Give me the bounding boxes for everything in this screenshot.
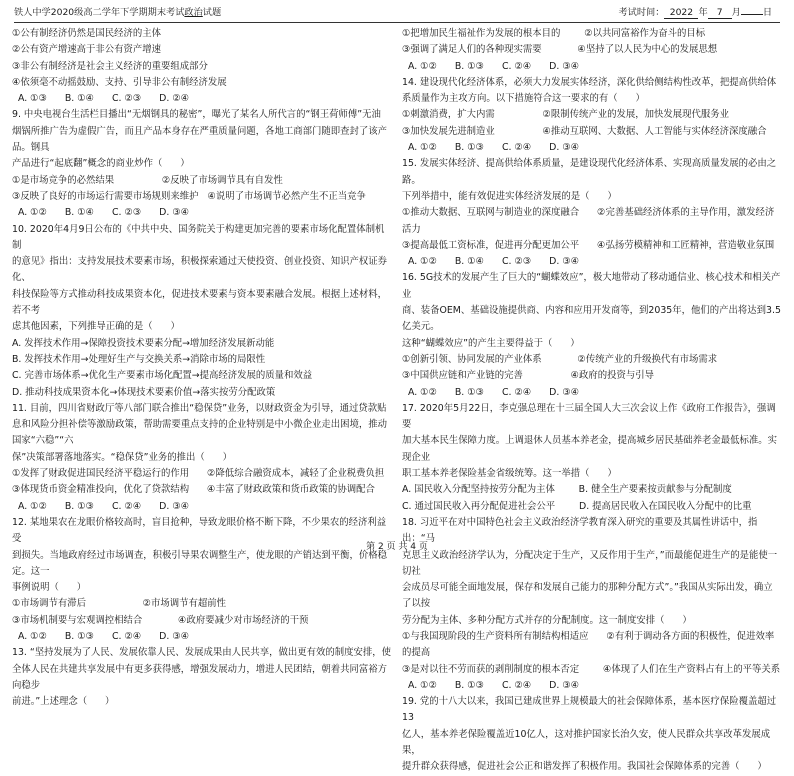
question-line: ③市场机制要与宏观调控相结合 ④政府要减少对市场经济的干预 [12, 614, 309, 626]
question-line: C. 完善市场体系→优化生产要素市场化配置→提高经济发展的质量和效益 [12, 370, 313, 382]
question-line: 烟锅所推广告为虚假广告，而且产品本身存在严重质量问题，各地工商部门随即查封了该产品。钢具 [12, 125, 388, 154]
question-line: 14. 建设现代化经济体系，必须大力发展实体经济，深化供给侧结构性改革，把提高供给体 [402, 76, 777, 88]
question-line: A. ①② B. ①③ C. ②④ D. ③④ [402, 386, 580, 398]
exam-year: 2022 [664, 7, 698, 19]
question-line: 9. 中央电视台生活栏目播出“无烟钢具的秘密”，曝光了某名人所代言的“钢王荷师傅”无油 [12, 109, 381, 121]
right-column [402, 26, 782, 773]
question-line: 17. 2020年5月22日，李克强总理在十三届全国人大三次会议上作《政府工作报告》，强调要 [402, 402, 776, 431]
question-line: 科技保险等方式推动科技成果资本化，促进技术要素与资本要素融合发展。根据上述材料，若不考 [12, 288, 388, 317]
question-line: 这种“蝴蝶效应”的产生主要得益于（ ） [402, 337, 580, 349]
question-line: 18. 习近平在对中国特色社会主义政治经济学教育深入研究的重要及其属性讲话中，指出：“马 [402, 516, 758, 545]
question-line: 劳分配为主体、多种分配方式并存的分配制度。这一制度安排（ ） [402, 614, 692, 626]
exam-subject: 政治 [184, 7, 203, 18]
question-line: ③强调了满足人们的各种现实需要 ④坚持了以人民为中心的发展思想 [402, 44, 718, 56]
question-line: 到损失。当地政府经过市场调查，积极引导果农调整生产，使龙眼的产销达到平衡，价格稳定。这一 [12, 549, 388, 577]
exam-day [741, 14, 763, 15]
question-line: 克思主义政治经济学认为，分配决定于生产，又反作用于生产，”而最能促进生产的是能使一切社 [402, 549, 778, 577]
page-number: 第 2 页 共 4 页 [366, 542, 428, 552]
question-line: 19. 党的十八大以来，我国已建成世界上规模最大的社会保障体系，基本医疗保险覆盖超过13 [402, 696, 777, 724]
question-line: 事例说明（ ） [12, 582, 87, 594]
question-line: ①把增加民生福祉作为发展的根本目的 ②以共同富裕作为奋斗的目标 [402, 28, 706, 39]
question-line: A. ①③ B. ①④ C. ②③ D. ②④ [12, 93, 190, 105]
question-line: 前进。”上述理念（ ） [12, 696, 115, 708]
question-line: ①创新引领、协同发展的产业体系 ②传统产业的升级换代有市场需求 [402, 353, 718, 365]
question-line: ③提高最低工资标准，促进再分配更加公平 ④弘扬劳模精神和工匠精神，营造敬业氛围 [402, 239, 775, 251]
question-line: A. ①② B. ①③ C. ②④ D. ③④ [12, 500, 190, 512]
question-line: A. ①② B. ①④ C. ②③ D. ③④ [12, 207, 190, 219]
question-line: ①市场调节有滞后 ②市场调节有超前性 [12, 598, 227, 610]
question-line: 息和风险分担补偿等激励政策，帮助需要重点支持的企业特别是中小微企业走出困境，推动国家“六稳”“六 [12, 419, 388, 447]
question-line: 提升群众获得感，促进社会公正和谐发挥了积极作用。我国社会保障体系的完善（ ） [402, 761, 767, 773]
question-line: 全体人民在共建共享发展中有更多获得感，增强发展动力，增进人民团结，朝着共同富裕方向稳步 [12, 663, 388, 691]
left-column [12, 26, 392, 708]
question-line: 产品进行“起底翻”概念的商业炒作（ ） [12, 158, 190, 170]
question-line: ③加快发展先进制造业 ④推动互联网、大数据、人工智能与实体经济深度融合 [402, 125, 767, 137]
question-line: A. ①② B. ①③ C. ②④ D. ③④ [12, 630, 190, 642]
question-line: ②公有资产增速高于非公有资产增速 [12, 44, 162, 56]
question-line: ③非公有制经济是社会主义经济的重要组成部分 [12, 60, 208, 72]
exam-title [14, 4, 221, 22]
question-line: 的意见》指出：支持发展技术要素市场，积极探索通过天使投资、创业投资、知识产权证券化、 [12, 256, 388, 284]
exam-month: 7 [708, 7, 732, 19]
header-rule [14, 22, 780, 23]
question-line: 下列举措中，能有效促进实体经济发展的是（ ） [402, 190, 617, 202]
question-line: A. ①② B. ①③ C. ②④ D. ③④ [402, 142, 580, 154]
question-line: ①是市场竞争的必然结果 ②反映了市场调节具有自发性 [12, 174, 283, 186]
question-line: 11. 目前，四川省财政厅等八部门联合推出“稳保贷”业务，以财政资金为引导，通过贷款贴 [12, 402, 387, 414]
question-line: 系质量作为主攻方向。以下措施符合这一要求的有（ ） [402, 93, 645, 105]
question-line: A. ①② B. ①③ C. ②④ D. ③④ [402, 679, 580, 691]
question-line: 亿人，基本养老保险覆盖近10亿人，这对推护国家长治久安，使人民群众共享改革发展成果， [402, 728, 771, 757]
exam-month-unit: 月 [731, 7, 741, 18]
question-line: 会成员尽可能全面地发展，保存和发展自己能力的那种分配方式”。”我国从实际出发，确立了以按 [402, 582, 773, 610]
exam-day-unit: 日 [762, 7, 772, 18]
question-line: 虑其他因素，下列推导正确的是（ ） [12, 321, 180, 333]
exam-time [619, 4, 773, 22]
question-line: A. ①② B. ①④ C. ②③ D. ③④ [402, 256, 580, 268]
question-line: D. 推动科技成果资本化→体现技术要素价值→落实按劳分配政策 [12, 386, 276, 398]
question-line: ①推动大数据、互联网与制造业的深度融合 ②完善基础经济体系的主导作用，激发经济活力 [402, 207, 775, 235]
question-line: ③中国供应链和产业链的完善 ④政府的投资与引导 [402, 370, 654, 382]
question-line: ①发挥了财政促进国民经济平稳运行的作用 ②降低综合融资成本，减轻了企业税费负担 [12, 468, 385, 480]
question-line: ④依须毫不动摇鼓励、支持、引导非公有制经济发展 [12, 76, 227, 88]
page-footer [0, 540, 794, 554]
question-line: 10. 2020年4月9日公布的《中共中央、国务院关于构建更加完善的要素市场化配置体制机制 [12, 223, 385, 251]
page-header [14, 4, 780, 22]
question-line: ③体现货币资金精准投向，优化了贷款结构 ④丰富了财政政策和货币政策的协调配合 [12, 484, 375, 496]
question-line: 12. 某地果农在龙眼价格较高时，盲目抢种，导致龙眼价格不断下降，不少果农的经济利益受 [12, 516, 387, 545]
question-line: ③反映了良好的市场运行需要市场规则来维护 ④说明了市场调节必然产生不正当竞争 [12, 190, 366, 202]
question-line: ①刺激消费，扩大内需 ②限制传统产业的发展，加快发展现代服务业 [402, 109, 729, 121]
question-line: A. 发挥技术作用→保障投资技术要素分配→增加经济发展新动能 [12, 337, 275, 349]
exam-time-label: 考试时间： [618, 7, 665, 18]
exam-year-unit: 年 [698, 7, 708, 18]
question-line: 职工基本养老保险基金省级统筹。这一举措（ ） [402, 468, 617, 480]
question-line: C. 通过国民收入再分配促进社会公平 D. 提高居民收入在国民收入分配中的比重 [402, 500, 752, 512]
question-line: 商、装备OEM、基础设施提供商、内容和应用开发商等，到2035年，他们的产出将达到3.5亿美元。 [402, 305, 781, 333]
question-line: ①公有制经济仍然是国民经济的主体 [12, 28, 162, 39]
question-line: B. 发挥技术作用→处理好生产与交换关系→消除市场的局限性 [12, 353, 266, 365]
question-line: 15. 发展实体经济、提高供给体系质量，是建设现代化经济体系、实现高质量发展的必由之路。 [402, 158, 777, 186]
question-line: A. 国民收入分配坚持按劳分配为主体 B. 健全生产要素按贡献参与分配制度 [402, 484, 732, 496]
question-line: ①与我国现阶段的生产资料所有制结构相适应 ②有利于调动各方面的积极性，促进效率的提高 [402, 630, 775, 659]
paper-word: 试题 [202, 7, 222, 18]
question-line: 加大基本民生保障力度。上调退休人员基本养老金，提高城乡居民基础养老金最低标准。实现企业 [402, 435, 778, 463]
exam-name: 铁人中学2020级高二学年下学期期末考试 [14, 7, 185, 18]
question-line: 保”决策部署落地落实。“稳保贷”业务的推出（ ） [12, 451, 232, 463]
question-line: A. ①② B. ①③ C. ②④ D. ③④ [402, 60, 580, 72]
question-line: 13. “坚持发展为了人民、发展依靠人民、发展成果由人民共享，做出更有效的制度安排，使 [12, 647, 391, 659]
question-line: 16. 5G技术的发展产生了巨大的“蝴蝶效应”，极大地带动了移动通信业、核心技术和相关产业 [402, 272, 781, 300]
question-line: ③是对以往不劳而获的剥削制度的根本否定 ④体现了人们在生产资料占有上的平等关系 [402, 663, 781, 675]
